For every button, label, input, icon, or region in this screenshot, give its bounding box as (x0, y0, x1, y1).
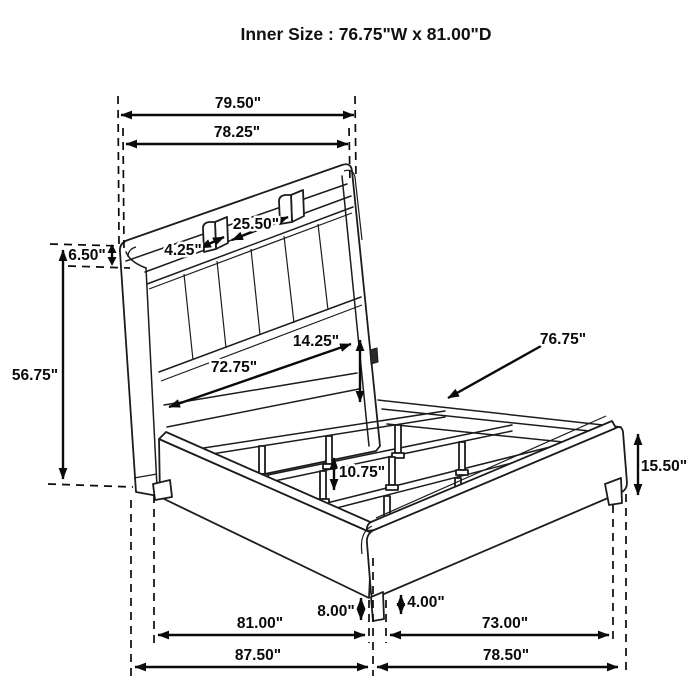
svg-text:10.75": 10.75" (338, 464, 386, 481)
svg-text:4.25": 4.25" (164, 242, 202, 259)
dim-frame-width (390, 615, 609, 635)
svg-text:25.50": 25.50" (232, 216, 280, 233)
svg-text:76.75": 76.75" (539, 331, 587, 348)
svg-text:8.00": 8.00" (317, 603, 355, 620)
svg-text:14.25": 14.25" (292, 333, 340, 350)
svg-text:56.75": 56.75" (11, 367, 59, 384)
svg-text:81.00": 81.00" (236, 615, 284, 632)
support-leg (392, 425, 404, 458)
svg-text:4.00": 4.00" (407, 594, 445, 611)
support-leg (456, 442, 468, 475)
svg-text:15.50": 15.50" (640, 458, 688, 475)
svg-text:73.00": 73.00" (481, 615, 529, 632)
dim-footboard-height (638, 434, 687, 495)
dim-inner-depth (448, 331, 586, 398)
dim-footboard-clearance (401, 594, 445, 614)
dim-side-rail-clearance (317, 598, 361, 620)
support-leg (386, 457, 398, 490)
rail-end-foot (153, 480, 172, 500)
svg-text:72.75": 72.75" (210, 359, 258, 376)
svg-text:87.50": 87.50" (234, 647, 282, 664)
svg-text:78.50": 78.50" (482, 647, 530, 664)
svg-text:78.25": 78.25" (213, 124, 261, 141)
dim-overall-width (377, 647, 618, 667)
dim-headboard-height (12, 250, 133, 487)
rail-bracket (370, 348, 378, 364)
page-title: Inner Size : 76.75"W x 81.00"D (240, 24, 492, 44)
svg-text:6.50": 6.50" (68, 247, 106, 264)
svg-text:79.50": 79.50" (214, 95, 262, 112)
dim-overall-depth (135, 647, 368, 667)
